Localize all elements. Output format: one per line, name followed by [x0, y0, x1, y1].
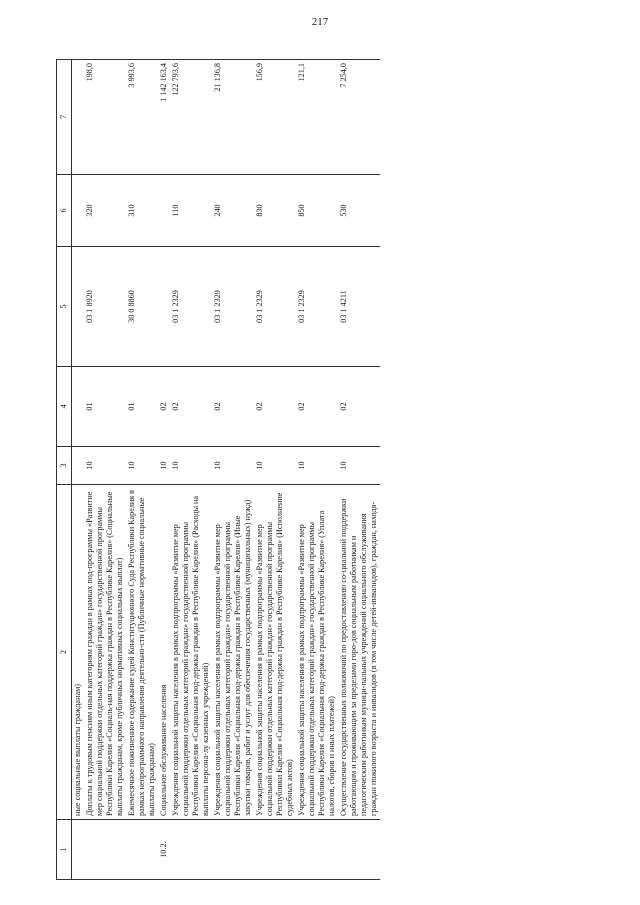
- expense-type-code: [158, 175, 170, 247]
- expense-type-code: 830: [254, 175, 296, 247]
- col-header-6: 6: [57, 175, 72, 247]
- target-article-code: 03 1 8920: [84, 247, 126, 367]
- table-row: [254, 60, 296, 880]
- subsection-code: 02: [296, 367, 338, 447]
- table-row: [126, 60, 158, 880]
- subsection-code: 02: [254, 367, 296, 447]
- table-row: [158, 60, 170, 880]
- subsection-code: 02: [338, 367, 380, 447]
- col-header-3: 3: [57, 447, 72, 485]
- budget-table: [56, 59, 380, 880]
- row-number: [170, 820, 212, 880]
- row-description: Осуществление государственных полномочий по предоставлению со-циальной поддержки работающим и проживающим за пределами горо-дов социальным работникам и педагогическим работникам муници-пальных учреждений социального обслуживания граждан пожилого возраста и инвалидов (в том числе детей-инвалидов), граждан, находя-: [338, 485, 380, 820]
- target-article-code: [72, 247, 85, 367]
- row-number: 10.2.: [158, 820, 170, 880]
- expense-type-code: 850: [296, 175, 338, 247]
- amount: 156,9: [254, 60, 296, 175]
- subsection-code: 01: [126, 367, 158, 447]
- target-article-code: 03 1 2329: [254, 247, 296, 367]
- expense-type-code: 530: [338, 175, 380, 247]
- row-description: ные социальные выплаты гражданам): [72, 485, 85, 820]
- col-header-1: 1: [57, 820, 72, 880]
- row-number: [254, 820, 296, 880]
- amount: 1 142 163,4: [158, 60, 170, 175]
- amount: [72, 60, 85, 175]
- section-code: 10: [338, 447, 380, 485]
- section-code: 10: [254, 447, 296, 485]
- expense-type-code: 310: [126, 175, 158, 247]
- row-number: [126, 820, 158, 880]
- amount: 198,0: [84, 60, 126, 175]
- page-number: 217: [311, 16, 329, 28]
- target-article-code: 03 1 4211: [338, 247, 380, 367]
- target-article-code: [158, 247, 170, 367]
- row-number: [296, 820, 338, 880]
- row-description: Учреждения социальной защиты населения в рамках подпрограммы «Развитие мер социальной поддержки отдельных категорий граждан» государственной программы Республики Карелия «Социальная под-держка граждан в Республике Карелия» (Исполнение судебных актов): [254, 485, 296, 820]
- subsection-code: 02: [212, 367, 254, 447]
- expense-type-code: 110: [170, 175, 212, 247]
- subsection-code: 02: [170, 367, 212, 447]
- row-description: Учреждения социальной защиты населения в рамках подпрограммы «Развитие мер социальной поддержки отдельных категорий граждан» государственной программы Республики Карелия «Социальная под-держка граждан в Республике Карелия» (Расходы на выплаты персона-лу казенных учреждений): [170, 485, 212, 820]
- target-article-code: 03 1 2329: [296, 247, 338, 367]
- table-row: [296, 60, 338, 880]
- row-number: [84, 820, 126, 880]
- target-article-code: 30 0 8860: [126, 247, 158, 367]
- table-row: [84, 60, 126, 880]
- amount: 122 793,6: [170, 60, 212, 175]
- rotated-table-container: [56, 60, 616, 880]
- table-row: [338, 60, 380, 880]
- section-code: 10: [84, 447, 126, 485]
- subsection-code: 01: [84, 367, 126, 447]
- section-code: 10: [126, 447, 158, 485]
- table-row: [72, 60, 85, 880]
- expense-type-code: 240: [212, 175, 254, 247]
- amount: 7 254,0: [338, 60, 380, 175]
- amount: 121,1: [296, 60, 338, 175]
- section-code: [72, 447, 85, 485]
- col-header-7: 7: [57, 60, 72, 175]
- amount: 3 993,6: [126, 60, 158, 175]
- col-header-2: 2: [57, 485, 72, 820]
- subsection-code: 02: [158, 367, 170, 447]
- row-number: [72, 820, 85, 880]
- table-row: [212, 60, 254, 880]
- section-code: 10: [296, 447, 338, 485]
- expense-type-code: [72, 175, 85, 247]
- row-description: Учреждения социальной защиты населения в рамках подпрограммы «Развитие мер социальной поддержки отдельных категорий граждан» государственной программы Республики Карелия «Социальная под-держка граждан в Республике Карелия» (Иные закупки товаров, работ и услуг для обеспечения государственных (муниципальных) нужд): [212, 485, 254, 820]
- amount: 21 136,8: [212, 60, 254, 175]
- row-number: [338, 820, 380, 880]
- section-code: 10: [158, 447, 170, 485]
- header-row: [57, 60, 72, 880]
- section-code: 10: [212, 447, 254, 485]
- subsection-code: [72, 367, 85, 447]
- row-description: Ежемесячное пожизненное содержание судей Конституционного Суда Республики Карелия в рамках непрограммного направления деятельно-сти (Публичные нормативные социальные выплаты гражданам): [126, 485, 158, 820]
- row-description: Учреждения социальной защиты населения в рамках подпрограммы «Развитие мер социальной поддержки отдельных категорий граждан» государственной программы Республики Карелия «Социальная под-держка граждан в Республике Карелия» (Уплата налогов, сборов и иных платежей): [296, 485, 338, 820]
- row-number: [212, 820, 254, 880]
- row-description: Социальное обслуживание населения: [158, 485, 170, 820]
- section-code: 10: [170, 447, 212, 485]
- table-row: [170, 60, 212, 880]
- row-description: Доплаты к трудовым пенсиям иным категориям граждан в рамках под-программы «Развитие мер социальной поддержки отдельных категорий граждан» государственной программы Республики Карелия «Социаль-ная поддержка граждан в Республике Карелия» (Социальные выплаты гражданам, кроме публичных нормативных социальных выплат): [84, 485, 126, 820]
- col-header-4: 4: [57, 367, 72, 447]
- target-article-code: 03 1 2329: [212, 247, 254, 367]
- col-header-5: 5: [57, 247, 72, 367]
- target-article-code: 03 1 2329: [170, 247, 212, 367]
- expense-type-code: 320: [84, 175, 126, 247]
